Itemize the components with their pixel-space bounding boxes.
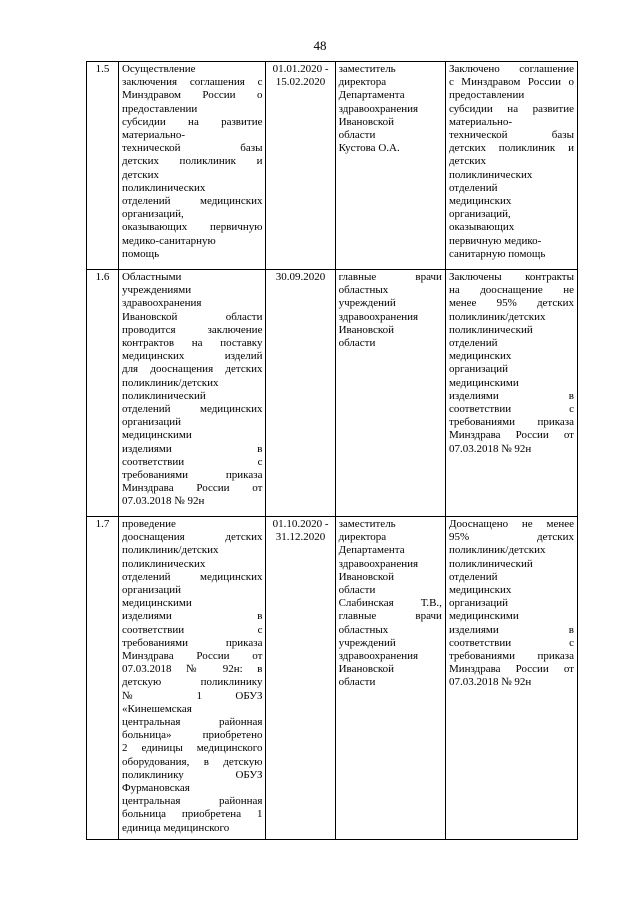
date-cell-line: 31.12.2020	[275, 531, 326, 544]
result-cell-line: Дооснащено не менее	[448, 518, 574, 530]
result-cell-line: технической базы	[448, 129, 574, 142]
responsible-cell-line: областных	[338, 623, 389, 636]
item-number: 1.5	[87, 62, 119, 270]
date-cell-line: 01.01.2020 -	[272, 63, 329, 75]
activity-cell-line: Ивановской области	[121, 310, 263, 323]
activity-cell-line: для дооснащения детских	[121, 363, 263, 376]
activity-cell-line: отделений медицинских	[121, 195, 263, 208]
result-cell-line: первичную медико-	[448, 234, 542, 247]
responsible-cell	[335, 517, 445, 840]
result-cell-line: изделиями в	[448, 623, 574, 636]
result-cell-line: медицинскими	[448, 610, 519, 623]
responsible-cell-line: Департамента	[338, 544, 405, 557]
page-number: 48	[313, 38, 327, 53]
result-cell-line: поликлиник/детских	[448, 310, 546, 323]
activity-cell-line: 07.03.2018 № 92н: в	[121, 663, 263, 676]
activity-cell-line: больница» приобретено	[121, 729, 263, 742]
activity-cell-line: помощь	[121, 247, 160, 260]
activity-cell-line: «Кинешемская	[121, 702, 192, 715]
responsible-cell-line: Слабинская Т.В.,	[338, 597, 442, 610]
result-cell	[445, 62, 577, 270]
result-cell-line: Заключено соглашение	[448, 63, 574, 75]
result-cell-line: организаций	[448, 363, 508, 376]
activity-cell-line: проведение	[121, 518, 176, 530]
activity-cell-line: соответствии с	[121, 455, 263, 468]
activity-cell-line: дооснащения детских	[121, 531, 263, 544]
responsible-cell-line: здравоохранения	[338, 102, 419, 115]
activity-cell-line: № 1 ОБУЗ	[121, 689, 263, 702]
activity-cell-line: единица медицинского	[121, 821, 230, 834]
activity-cell-line: технической базы	[121, 142, 263, 155]
responsible-cell-line: учреждений	[338, 636, 396, 649]
result-cell-line: Минздрава России от	[448, 429, 574, 442]
date-cell	[266, 62, 335, 270]
responsible-cell	[335, 62, 445, 270]
result-cell-line: Минздрава России от	[448, 663, 574, 676]
date-cell-line: 15.02.2020	[275, 76, 326, 89]
activity-cell-line: центральная районная	[121, 795, 263, 808]
responsible-cell-line: заместитель	[338, 63, 396, 75]
activity-cell-line: медицинскими	[121, 429, 192, 442]
activity-cell-line: требованиями приказа	[121, 636, 263, 649]
result-cell-line: поликлинический	[448, 323, 533, 336]
responsible-cell-line: главные врачи	[338, 610, 442, 623]
result-cell-line: медицинских	[448, 195, 512, 208]
result-cell-line: оказывающих	[448, 221, 515, 234]
activity-cell-line: Осуществление	[121, 63, 196, 75]
activity-cell-line: поликлинику ОБУЗ	[121, 768, 263, 781]
result-cell-line: с Минздравом России о	[448, 76, 574, 89]
result-cell-line: на дооснащение не	[448, 284, 574, 297]
result-cell-line: материально-	[448, 115, 513, 128]
responsible-cell-line: Ивановской	[338, 570, 395, 583]
activity-cell-line: Минздрава России от	[121, 650, 263, 663]
result-cell-line: соответствии с	[448, 403, 574, 416]
result-cell-line: 07.03.2018 № 92н	[448, 676, 532, 689]
responsible-cell-line: области	[338, 584, 376, 597]
responsible-cell-line: Департамента	[338, 89, 405, 102]
date-cell-line: 01.10.2020 -	[272, 518, 329, 530]
activity-cell-line: Минздрава России от	[121, 482, 263, 495]
activity-cell-line: детскую поликлинику	[121, 676, 263, 689]
item-number: 1.7	[87, 517, 119, 840]
activity-cell-line: предоставлении	[121, 102, 198, 115]
activity-cell-line: организаций	[121, 416, 182, 429]
responsible-cell-line: главные врачи	[338, 271, 442, 283]
activity-cell-line: материально-	[121, 129, 186, 142]
table-row	[87, 517, 578, 840]
responsible-cell-line: здравоохранения	[338, 310, 419, 323]
responsible-cell-line: Ивановской	[338, 115, 395, 128]
activity-cell-line: медико-санитарную	[121, 234, 216, 247]
item-number: 1.6	[87, 270, 119, 517]
responsible-cell-line: заместитель	[338, 518, 396, 530]
result-cell-line: требованиями приказа	[448, 650, 574, 663]
result-cell-line: поликлиник/детских	[448, 544, 546, 557]
result-cell-line: менее 95% детских	[448, 297, 574, 310]
activity-cell-line: организаций,	[121, 208, 184, 221]
responsible-cell-line: учреждений	[338, 297, 396, 310]
responsible-cell-line: Ивановской	[338, 663, 395, 676]
result-cell-line: соответствии с	[448, 636, 574, 649]
activity-cell-line: поликлиник/детских	[121, 544, 219, 557]
responsible-cell-line: Ивановской	[338, 323, 395, 336]
result-cell-line: организаций,	[448, 208, 511, 221]
activity-cell-line: оборудования, в детскую	[121, 755, 263, 768]
responsible-cell-line: здравоохранения	[338, 557, 419, 570]
activity-cell-line: здравоохранения	[121, 297, 202, 310]
responsible-cell-line: области	[338, 337, 376, 350]
responsible-cell	[335, 270, 445, 517]
activity-cell-line: поликлинических	[121, 181, 206, 194]
activity-cell-line: отделений медицинских	[121, 403, 263, 416]
activity-cell-line: Областными	[121, 271, 182, 283]
activity-cell-line: изделиями в	[121, 442, 263, 455]
result-cell-line: детских	[448, 155, 486, 168]
responsible-cell-line: области	[338, 129, 376, 142]
responsible-cell-line: здравоохранения	[338, 650, 419, 663]
activity-cell-line: 2 единицы медицинского	[121, 742, 263, 755]
result-cell-line: медицинских	[448, 350, 512, 363]
responsible-cell-line: директора	[338, 76, 387, 89]
result-cell	[445, 517, 577, 840]
responsible-cell-line: области	[338, 676, 376, 689]
result-cell-line: субсидии на развитие	[448, 102, 574, 115]
result-cell-line: 95% детских	[448, 531, 574, 544]
result-cell-line: 07.03.2018 № 92н	[448, 442, 532, 455]
result-cell-line: изделиями в	[448, 389, 574, 402]
result-cell-line: детских поликлиник и	[448, 142, 574, 155]
date-cell-line: 30.09.2020	[275, 271, 326, 283]
activity-cell-line: изделиями в	[121, 610, 263, 623]
result-cell-line: организаций	[448, 597, 508, 610]
activity-cell-line: больница приобретена 1	[121, 808, 263, 821]
activity-cell	[118, 270, 266, 517]
activity-cell-line: детских	[121, 168, 160, 181]
activity-cell-line: субсидии на развитие	[121, 115, 263, 128]
date-cell	[266, 270, 335, 517]
activity-cell-line: центральная районная	[121, 716, 263, 729]
table-row	[87, 62, 578, 270]
result-cell-line: требованиями приказа	[448, 416, 574, 429]
result-cell-line: медицинских	[448, 584, 512, 597]
responsible-cell-line: областных	[338, 284, 389, 297]
activity-cell	[118, 62, 266, 270]
result-cell-line: отделений	[448, 570, 498, 583]
activity-cell-line: 07.03.2018 № 92н	[121, 495, 205, 508]
activity-cell-line: поликлинический	[121, 389, 206, 402]
result-cell-line: поликлинических	[448, 168, 533, 181]
activity-cell-line: контрактов на поставку	[121, 337, 263, 350]
table-row	[87, 270, 578, 517]
activity-cell-line: учреждениями	[121, 284, 192, 297]
activity-cell-line: Фурмановская	[121, 782, 190, 795]
activity-cell-line: поликлиник/детских	[121, 376, 219, 389]
activity-cell-line: отделений медицинских	[121, 570, 263, 583]
result-cell-line: отделений	[448, 181, 498, 194]
activity-cell-line: заключения соглашения с	[121, 76, 263, 89]
result-cell-line: Заключены контракты	[448, 271, 574, 283]
result-cell-line: поликлинический	[448, 557, 533, 570]
activity-cell-line: медицинских изделий	[121, 350, 263, 363]
activity-cell-line: проводится заключение	[121, 323, 263, 336]
activity-cell	[118, 517, 266, 840]
result-cell-line: отделений	[448, 337, 498, 350]
activity-cell-line: требованиями приказа	[121, 469, 263, 482]
date-cell	[266, 517, 335, 840]
activity-cell-line: поликлинических	[121, 557, 206, 570]
result-cell-line: медицинскими	[448, 376, 519, 389]
activity-cell-line: медицинскими	[121, 597, 192, 610]
activity-cell-line: оказывающих первичную	[121, 221, 263, 234]
plan-table	[86, 61, 578, 840]
responsible-cell-line: директора	[338, 531, 387, 544]
activity-cell-line: организаций	[121, 584, 182, 597]
result-cell-line: предоставлении	[448, 89, 525, 102]
responsible-cell-line: Кустова О.А.	[338, 142, 400, 155]
activity-cell-line: детских поликлиник и	[121, 155, 263, 168]
result-cell	[445, 270, 577, 517]
result-cell-line: санитарную помощь	[448, 247, 546, 260]
activity-cell-line: Минздравом России о	[121, 89, 263, 102]
activity-cell-line: соответствии с	[121, 623, 263, 636]
